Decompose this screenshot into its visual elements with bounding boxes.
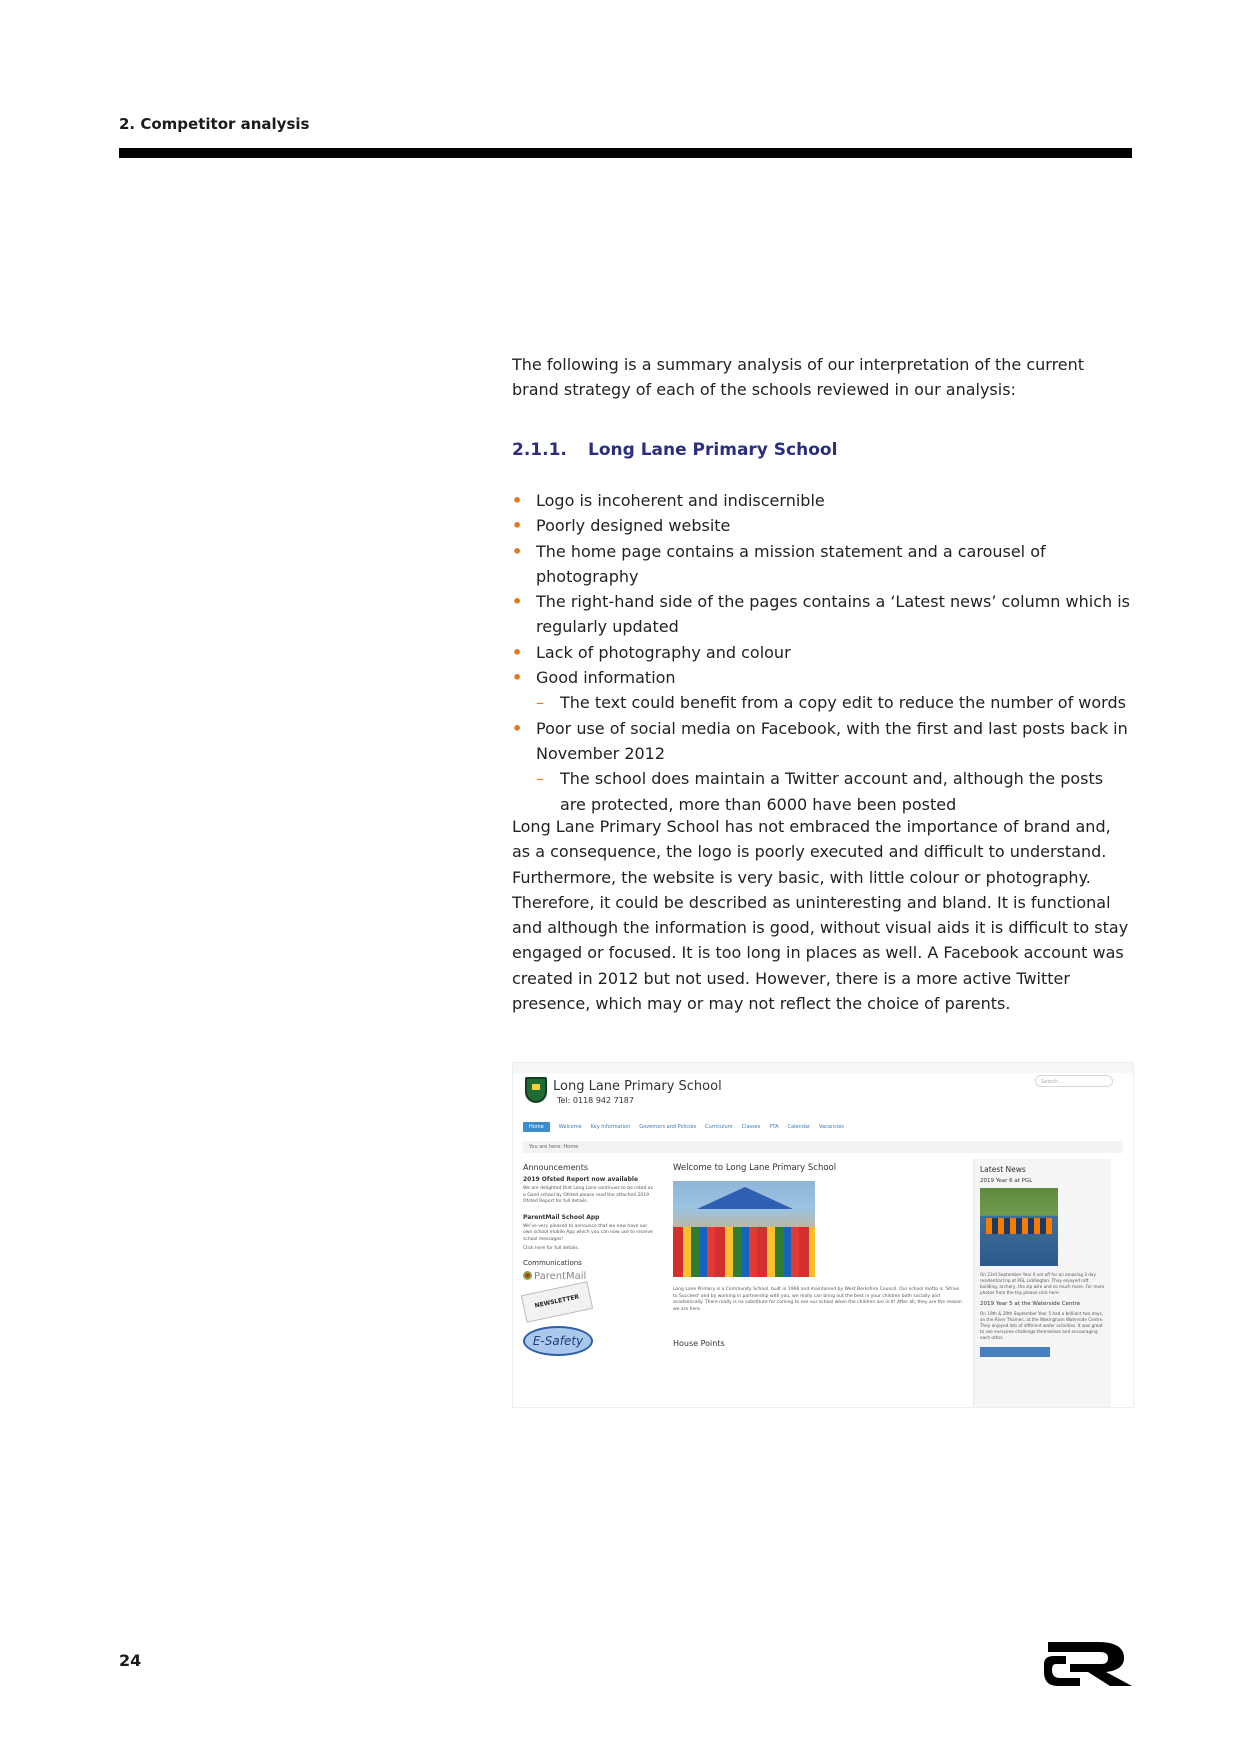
list-item: • The right-hand side of the pages contains a ‘Latest news’ column which is regularly updated (512, 589, 1132, 640)
list-item: • Poorly designed website (512, 513, 1132, 538)
welcome-heading: Welcome to Long Lane Primary School (673, 1163, 837, 1173)
parentmail-icon (523, 1271, 532, 1280)
nav-item-vacancies: Vacancies (819, 1124, 844, 1130)
list-item: • Logo is incoherent and indiscernible (512, 488, 1132, 513)
ofsted-title: 2019 Ofsted Report now available (523, 1176, 639, 1183)
list-item: • Lack of photography and colour (512, 640, 1132, 665)
nav-item-key-information: Key Information (590, 1124, 631, 1130)
click-here-text: Click here for full details. (523, 1246, 580, 1251)
site-search-input: Search ... (1035, 1075, 1113, 1087)
header-rule (119, 148, 1132, 158)
esafety-logo: E-Safety (523, 1326, 593, 1356)
parentmail-logo (523, 1271, 653, 1282)
intro-text: The following is a summary analysis of our interpretation of the current brand strategy of each of the schools reviewed in our analysis: (512, 355, 1085, 400)
announcements-heading: Announcements (523, 1163, 589, 1172)
site-title: Long Lane Primary School (553, 1079, 722, 1094)
list-subitem: – The school does maintain a Twitter account and, although the posts are protected, more than 6000 have been posted (512, 766, 1132, 817)
brand-logo-icon (1040, 1634, 1136, 1696)
section-heading (512, 440, 837, 460)
left-column (523, 1163, 653, 1356)
section-number: 2.1.1. (512, 440, 567, 460)
list-item: • The home page contains a mission statement and a carousel of photography (512, 539, 1132, 590)
newsletter-image: NEWSLETTER (521, 1281, 593, 1323)
communications-heading: Communications (523, 1258, 582, 1267)
news-item-title: 2019 Year 6 at PGL (980, 1178, 1033, 1184)
app-text: We’ve very pleased to announce that we now have our own school mobile App which you can now use to receive school messages! (523, 1223, 653, 1242)
welcome-body: Long Lane Primary is a Community School, built in 1966 and maintained by West Berkshire Council. Our school motto is ‘Strive to Succeed’ and by working in partnership with you, we really can bring out the best in your children both socially and academically. There really is no substitute for coming to see our school when the children are in it! After all, they are the reason we are here. (673, 1287, 962, 1312)
nav-item-governors: Governors and Policies (639, 1124, 697, 1130)
nav-item-pta: PTA (769, 1124, 779, 1130)
section-title: Long Lane Primary School (588, 440, 838, 460)
nav-item-calendar: Calendar (787, 1124, 811, 1130)
school-photo (673, 1181, 815, 1277)
latest-news-heading: Latest News (980, 1165, 1026, 1174)
nav-item-classes: Classes (741, 1124, 761, 1130)
findings-list (512, 488, 1132, 817)
canopy-shape (697, 1187, 793, 1209)
summary-paragraph: Long Lane Primary School has not embraced the importance of brand and, as a consequence, the logo is poorly executed and difficult to understand. Furthermore, the website is very basic, with little colour or photography. Therefore, it could be described as uninteresting and bland. It is functional and although the information is good, without visual aids it is difficult to stay engaged or focused. It is too long in places as well. A Facebook account was created in 2012 but not used. However, there is a more active Twitter presence, which may or may not reflect the choice of parents. (512, 817, 1129, 1014)
house-points-heading: House Points (673, 1339, 725, 1348)
nav-item-curriculum: Curriculum (705, 1124, 733, 1130)
news-item-text: On 19th & 20th September Year 5 had a brilliant two days, on the River Thames, at the Wokingham Waterside Centre. They enjoyed lots of different water activities. It was great to see everyone challenge themselves and encouraging each other. (980, 1311, 1104, 1340)
children-group (673, 1227, 815, 1277)
ofsted-text: We are delighted that Long Lane continues to be rated as a Good school by Ofsted please read the attached 2019 Ofsted Report for full details. (523, 1186, 653, 1204)
list-item: • Good information (512, 665, 1132, 690)
school-crest-icon (525, 1077, 547, 1103)
main-column (673, 1163, 962, 1348)
news-item-text: On 23rd September Year 6 set off for an amazing 3 day residential trip at PGL Liddington. They enjoyed raft building, archery, the zip wire and so much more. For more photos from the trip please click here. (980, 1272, 1105, 1295)
site-nav (523, 1121, 1123, 1133)
nav-item-welcome: Welcome (558, 1124, 582, 1130)
running-head: 2. Competitor analysis (119, 115, 310, 133)
raft-photo (980, 1188, 1058, 1266)
news-photo (980, 1347, 1050, 1357)
parentmail-label: ParentMail (534, 1270, 587, 1282)
latest-news-column (973, 1159, 1111, 1408)
site-telephone: Tel: 0118 942 7187 (557, 1096, 634, 1105)
app-title: ParentMail School App (523, 1213, 600, 1221)
breadcrumb: You are here: Home (523, 1141, 1123, 1153)
news-item-title: 2019 Year 5 at the Waterside Centre (980, 1301, 1081, 1307)
list-subitem: – The text could benefit from a copy edit to reduce the number of words (512, 690, 1132, 715)
list-item: • Poor use of social media on Facebook, with the first and last posts back in November 2012 (512, 716, 1132, 767)
browser-top-strip (513, 1063, 1133, 1073)
page-number: 24 (119, 1651, 142, 1670)
nav-item-home: Home (523, 1122, 550, 1132)
website-screenshot (512, 1062, 1134, 1408)
